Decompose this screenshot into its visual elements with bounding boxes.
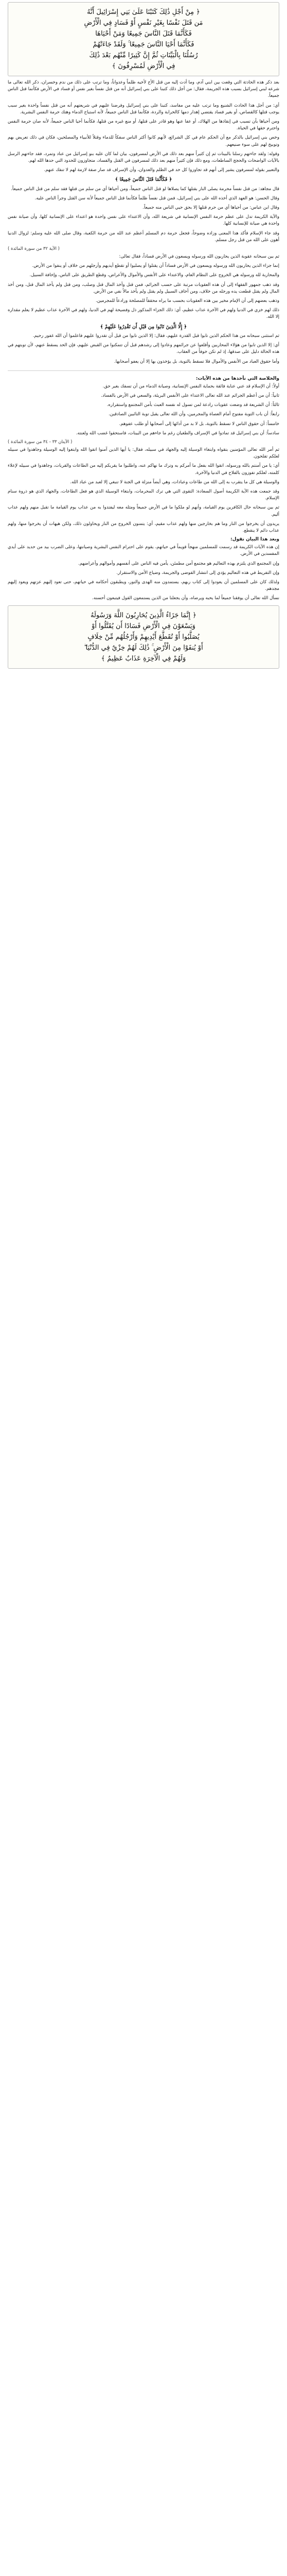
paragraph: ثم بين سبحانه عقوبة الذين يحاربون الله ورسوله ويسعون في الأرض فساداً، فقال تعالى: xyxy=(119,254,279,260)
top-verse-box xyxy=(8,2,279,76)
paragraph: سادساً: أن بني إسرائيل قد تمادوا في الإسراف والطغيان رغم ما جاءهم من البينات، فاستحقوا غضب الله ولعنته. xyxy=(76,430,279,436)
paragraph: قال مجاهد: من قتل نفساً محرمة يصلى النار بقتلها كما يصلاها لو قتل الناس جميعاً، ومن أحياها أي من سلم من قتلها فقد سلم من قتل الناس جميعاً. xyxy=(11,186,279,192)
paragraph: نسأل الله تعالى أن يوفقنا جميعاً لما يحبه ويرضاه، وأن يجعلنا من الذين يستمعون القول فيتبعون أحسنه. xyxy=(92,596,279,601)
paragraph: وقد جمعت هذه الآية الكريمة أصول السعادة: التقوى التي هي ترك المحرمات، وابتغاء الوسيلة الذي هو فعل الطاعات، والجهاد الذي هو ذروة سنام الإسلام. xyxy=(8,488,279,501)
paragraph: إنما جزاء الذين يحاربون الله ورسوله ويسعون في الأرض فساداً أن يقتلوا أو يصلبوا أو تقطع أيديهم وأرجلهم من خلاف أو ينفوا من الأرض. xyxy=(32,263,279,269)
verse-reference: ( الآيتان ٣٣ - ٣٤ من سورة المائدة ) xyxy=(8,439,73,445)
verse-line: أَوْ يُنفَوْا مِنَ الْأَرْضِ ۚ ذَٰلِكَ لَهُمْ خِزْيٌ فِي الدُّنْيَا ۖ xyxy=(84,643,203,652)
paragraph: أولاً: أن الإسلام قد عني عناية فائقة بحماية النفس الإنسانية، وصيانة الدماء من أن تسفك بغير حق. xyxy=(102,383,279,389)
verse-line: فَكَأَنَّمَا أَحْيَا النَّاسَ جَمِيعًا ۚ وَلَقَدْ جَاءَتْهُمْ xyxy=(93,41,194,48)
verse-line: ﴿ مِنْ أَجْلِ ذَٰلِكَ كَتَبْنَا عَلَىٰ بَنِي إِسْرَائِيلَ أَنَّهُ xyxy=(87,8,200,16)
paragraph: وقوله: ولقد جاءتهم رسلنا بالبينات ثم إن كثيراً منهم بعد ذلك في الأرض لمسرفون، بيان لما كان عليه بنو إسرائيل من عناد وتمرد، فقد جاءتهم الرسل بالآيات الواضحات والحجج الساطعات، ومع ذلك فإن كثيراً منهم بعد ذلك لمسرفون في القتل والفساد، متجاوزون للحدود التي حدها الله لهم. xyxy=(8,151,279,164)
paragraph: إن هذه الآيات الكريمة قد رسمت للمسلمين منهجاً قويماً في حياتهم، يقوم على احترام النفس البشرية وصيانتها، وعلى الضرب بيد من حديد على أيدي المفسدين في الأرض. xyxy=(8,545,279,557)
verse-line: مَن قَتَلَ نَفْسًا بِغَيْرِ نَفْسٍ أَوْ فَسَادٍ فِي الْأَرْضِ xyxy=(84,19,203,27)
paragraph: والتعبير بقوله لمسرفون يشير إلى أنهم قد تجاوزوا كل حد في الظلم والعدوان، وأن الإسراف قد صار صفة لازمة لهم لا تنفك عنهم. xyxy=(44,167,279,173)
verse-line: فَكَأَنَّمَا قَتَلَ النَّاسَ جَمِيعًا وَمَنْ أَحْيَاهَا xyxy=(95,30,192,38)
paragraph: وقد ذهب جمهور الفقهاء إلى أن هذه العقوبات مرتبة على حسب الجرائم، فمن قتل وأخذ المال قتل وصلب، ومن قتل ولم يأخذ المال قتل، ومن أخذ المال ولم يقتل قطعت يده ورجله من خلاف، ومن أخاف السبيل ولم يقتل ولم يأخذ مالاً نفي من الأرض. xyxy=(8,282,279,294)
paragraph: بعد ذكر هذه الحادثة التي وقعت بين ابني آدم، وما أدت إليه من قتل الأخ لأخيه ظلماً وعدواناً، وما ترتب على ذلك من ندم وخسران، ذكر الله تعالى ما شرعه لبني إسرائيل بسبب هذه الجريمة، فقال: من أجل ذلك كتبنا على بني إسرائيل أنه من قتل نفساً بغير نفس أو فساد في الأرض فكأنما قتل الناس جميعاً. xyxy=(8,80,279,99)
verse-line: وَيَسْعَوْنَ فِي الْأَرْضِ فَسَادًا أَن يُقَتَّلُوا أَوْ xyxy=(92,622,195,630)
quoted-ayah: ﴿ إِلَّا الَّذِينَ تَابُوا مِن قَبْلِ أَن تَقْدِرُوا عَلَيْهِمْ ﴾ xyxy=(100,324,187,330)
paragraph: ثانياً: أن من أعظم الجرائم عند الله تعالى الاعتداء على الأنفس البريئة، والسعي في الأرض بالفساد. xyxy=(101,393,279,398)
paragraph: ثالثاً: أن الشريعة قد وضعت عقوبات رادعة لمن تسول له نفسه العبث بأمن المجتمع واستقراره. xyxy=(106,402,279,408)
content-column xyxy=(8,2,279,669)
paragraph: ذلك لهم خزي في الدنيا ولهم في الآخرة عذاب عظيم، أي: ذلك الجزاء المذكور ذل وفضيحة لهم في الدنيا، ولهم في الآخرة عذاب عظيم لا يعلم مقداره إلا الله. xyxy=(8,308,279,320)
paragraph: أي: يا من آمنتم بالله ورسوله، اتقوا الله بفعل ما أمركم به وترك ما نهاكم عنه، واطلبوا ما يقربكم إليه من الطاعات والقربات، وجاهدوا في سبيله لإعلاء كلمته، لعلكم تفوزون بالفلاح في الدنيا والآخرة. xyxy=(8,463,279,476)
paragraph: ثم أمر الله تعالى المؤمنين بتقواه وابتغاء الوسيلة إليه والجهاد في سبيله، فقال: يا أيها الذين آمنوا اتقوا الله وابتغوا إليه الوسيلة وجاهدوا في سبيله لعلكم تفلحون. xyxy=(8,447,279,460)
paragraph: أي: من أجل هذا الحادث الشنيع وما ترتب عليه من مفاسد، كتبنا على بني إسرائيل وفرضنا عليهم في شريعتهم أنه من قتل نفساً واحدة بغير سبب يوجب قتلها كالقصاص، أو بغير فساد يقتضي إهدار دمها كالحرابة والردة، فكأنما قتل الناس جميعاً، لأنه استباح الدماء وهتك حرمة النفس البشرية. xyxy=(8,103,279,115)
paragraph: رابعاً: أن باب التوبة مفتوح أمام العصاة والمجرمين، وأن الله تعالى يقبل توبة التائبين الصادقين. xyxy=(109,412,279,417)
paragraph: وقال ابن عباس: من أحياها أي من حرم قتلها إلا بحق حيي الناس منه جميعاً. xyxy=(142,205,279,211)
paragraph: وأما حقوق العباد من الأنفس والأموال فلا تسقط بالتوبة، بل يؤخذون بها إلا أن يعفو أصحابها. xyxy=(114,359,279,364)
paragraph: والمحاربة لله ورسوله هي الخروج على النظام العام، والاعتداء على الأنفس والأموال والأعراض، وقطع الطريق على الناس، وإخافة السبيل. xyxy=(29,273,279,278)
verse-line: رُسُلُنَا بِالْبَيِّنَاتِ ثُمَّ إِنَّ كَثِيرًا مِّنْهُم بَعْدَ ذَٰلِكَ xyxy=(89,52,198,59)
verse-line: وَلَهُمْ فِي الْآخِرَةِ عَذَابٌ عَظِيمٌ ﴾ xyxy=(101,654,186,663)
paragraph: ثم بين سبحانه حال الكافرين يوم القيامة، وأنهم لو ملكوا ما في الأرض جميعاً ومثله معه ليفتدوا به من عذاب يوم القيامة ما تقبل منهم ولهم عذاب أليم. xyxy=(8,505,279,517)
paragraph: وذهب بعضهم إلى أن الإمام مخير بين هذه العقوبات بحسب ما يراه محققاً للمصلحة ورادعاً للمجرمين. xyxy=(96,298,279,304)
paragraph: وقد جاء الإسلام فأكد هذا المعنى وزاده وضوحاً، فجعل حرمة دم المسلم أعظم عند الله من حرمة الكعبة، وقال صلى الله عليه وسلم: لزوال الدنيا أهون على الله من قتل رجل مسلم. xyxy=(8,230,279,243)
paragraph: والوسيلة هي كل ما يتقرب به إلى الله من طاعات وعبادات، وهي أيضاً منزلة في الجنة لا تنبغي إلا لعبد من عباد الله. xyxy=(70,479,279,485)
paragraph: أي: إلا الذين تابوا من هؤلاء المحاربين وأقلعوا عن جرائمهم وعادوا إلى رشدهم قبل أن تتمكنوا من القبض عليهم، فإن الحد يسقط عنهم، لأن توبتهم في هذه الحالة دليل على صدقها، إذ لم تكن خوفاً من العقاب. xyxy=(8,343,279,355)
paragraph: ثم استثنى سبحانه من هذا الحكم الذين تابوا قبل القدرة عليهم، فقال: إلا الذين تابوا من قبل أن تقدروا عليهم فاعلموا أن الله غفور رحيم. xyxy=(32,333,279,338)
verse-reference: ( الآية ٣٢ من سورة المائدة ) xyxy=(8,246,60,252)
verse-line: يُصَلَّبُوا أَوْ تُقَطَّعَ أَيْدِيهِمْ وَأَرْجُلُهُم مِّنْ خِلَافٍ xyxy=(87,633,200,641)
paragraph: ولذلك كان على المسلمين أن يعودوا إلى كتاب ربهم، يستمدون منه الهدى والنور، ويطبقون أحكامه في حياتهم، حتى تعود إليهم عزتهم ويعود إليهم مجدهم. xyxy=(8,579,279,592)
paragraph: يريدون أن يخرجوا من النار وما هم بخارجين منها ولهم عذاب مقيم، أي: يتمنون الخروج من النار ويحاولون ذلك، ولكن هيهات أن يخرجوا منها، ولهم عذاب دائم لا ينقطع. xyxy=(8,521,279,533)
paragraph: خامساً: أن حقوق الناس لا تسقط بالتوبة، بل لا بد من أدائها إلى أصحابها أو طلب عفوهم. xyxy=(119,421,279,427)
quoted-ayah: ﴿ فَكَأَنَّمَا قَتَلَ النَّاسَ جَمِيعًا ﴾ xyxy=(115,177,172,183)
paragraph: وقال الحسن: هو العهد الذي أخذه الله على بني إسرائيل، فمن قتل نفساً ظلماً فكأنما قتل الناس جميعاً لأنه سن القتل وجرأ الناس عليه. xyxy=(34,195,279,201)
paragraph: وإن التفريط في هذه التعاليم يؤدي إلى انتشار الفوضى والجريمة، وضياع الأمن والاستقرار. xyxy=(116,570,279,575)
section-divider xyxy=(8,370,279,371)
section-heading: وبعد هذا البيان نقول: xyxy=(230,537,279,543)
paragraph: والآية الكريمة تدل على عظم حرمة النفس الإنسانية في شريعة الله، وأن الاعتداء على نفس واحدة هو اعتداء على الإنسانية كلها، وأن صيانة نفس واحدة هي صيانة للإنسانية كلها. xyxy=(8,214,279,227)
bottom-verse-box xyxy=(8,605,279,669)
paragraph: ومن أحياها بأن تسبب في إنقاذها من الهلاك، أو عفا عنها وهو قادر على قتلها، أو منع غيره من قتلها، فكأنما أحيا الناس جميعاً، لأنه صان حرمة النفس واحترم حقها في الحياة. xyxy=(8,119,279,131)
paragraph: وخص بني إسرائيل بالذكر مع أن الحكم عام في كل الشرائع، لأنهم كانوا أكثر الناس سفكاً للدماء وقتلاً للأنبياء والمصلحين، فكان في ذلك تعريض بهم وتوبيخ لهم على سوء صنيعهم. xyxy=(8,135,279,147)
section-heading: والخلاصة التي نأخذها من هذه الآيات: xyxy=(195,376,279,381)
verse-line: فِي الْأَرْضِ لَمُسْرِفُونَ ﴾ xyxy=(112,62,175,70)
verse-line: ﴿ إِنَّمَا جَزَاءُ الَّذِينَ يُحَارِبُونَ اللَّهَ وَرَسُولَهُ xyxy=(90,611,197,619)
paragraph: وإن المجتمع الذي يلتزم بهذه التعاليم هو مجتمع آمن مطمئن، يأمن فيه الناس على أنفسهم وأموالهم وأعراضهم. xyxy=(78,561,279,566)
